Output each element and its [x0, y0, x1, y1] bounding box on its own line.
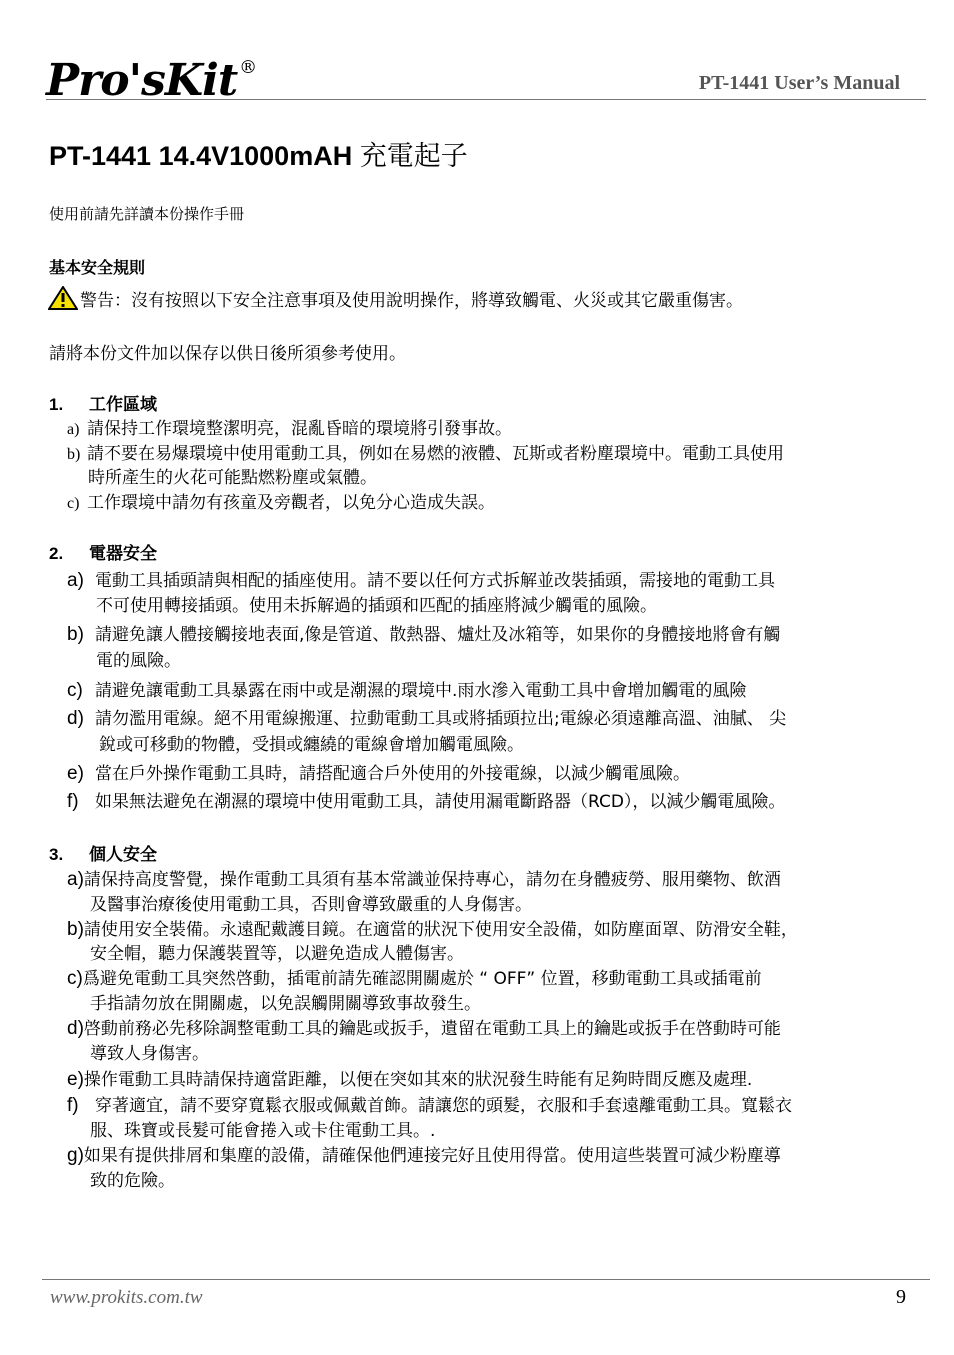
list-item-continuation: 時所產生的火花可能點燃粉塵或氣體。 — [88, 468, 377, 488]
warning-line — [48, 286, 743, 316]
list-item-continuation: 導致人身傷害。 — [90, 1044, 209, 1064]
list-item: a) 請保持工作環境整潔明亮，混亂昏暗的環境將引發事故。 — [67, 419, 512, 439]
header-divider — [46, 99, 926, 100]
warning-triangle-icon — [48, 286, 78, 316]
list-item: f) 穿著適宜，請不要穿寬鬆衣服或佩戴首飾。請讓您的頭髮，衣服和手套遠離電動工具。寬鬆衣 — [67, 1095, 792, 1116]
list-item-continuation: 手指請勿放在開關處，以免誤觸開關導致事故發生。 — [90, 994, 481, 1014]
list-item-continuation: 及醫事治療後使用電動工具，否則會導致嚴重的人身傷害。 — [90, 895, 532, 915]
list-item: c)爲避免電動工具突然啓動，插電前請先確認開關處於 “ OFF” 位置，移動電動工具或插電前 — [67, 968, 762, 989]
list-item: d)啓動前務必先移除調整電動工具的鑰匙或扳手，遺留在電動工具上的鑰匙或扳手在啓動時可能 — [67, 1018, 781, 1039]
section-heading: 1. 工作區域 — [49, 395, 157, 415]
list-item: a) 電動工具插頭請與相配的插座使用。請不要以任何方式拆解並改裝插頭，需接地的電動工具 — [67, 570, 775, 591]
list-item: c) 工作環境中請勿有孩童及旁觀者，以免分心造成失誤。 — [67, 493, 495, 513]
list-item-continuation: 電的風險。 — [96, 651, 181, 671]
title-product: 充電起子 — [359, 141, 468, 172]
section-heading: 2. 電器安全 — [49, 544, 157, 564]
warning-text: 警告：沒有按照以下安全注意事項及使用說明操作，將導致觸電、火災或其它嚴重傷害。 — [80, 291, 743, 311]
list-item: b) 請避免讓人體接觸接地表面,像是管道、散熱器、爐灶及冰箱等，如果你的身體接地將會有觸 — [67, 624, 781, 645]
page-title — [49, 134, 468, 173]
keep-document-text: 請將本份文件加以保存以供日後所須參考使用。 — [49, 344, 406, 364]
section-heading: 3. 個人安全 — [49, 845, 157, 865]
safety-heading: 基本安全規則 — [49, 258, 146, 277]
list-item-continuation: 銳或可移動的物體，受損或纏繞的電線會增加觸電風險。 — [99, 735, 524, 755]
list-item: b)請使用安全裝備。永遠配戴護目鏡。在適當的狀況下使用安全設備，如防塵面罩、防滑安全鞋， — [67, 919, 798, 940]
logo-text: Pro'sKit — [46, 55, 238, 106]
list-item: a)請保持高度警覺，操作電動工具須有基本常識並保持專心，請勿在身體疲勞、服用藥物、飲酒 — [67, 869, 781, 890]
list-item-continuation: 不可使用轉接插頭。使用未拆解過的插頭和匹配的插座將減少觸電的風險。 — [96, 596, 657, 616]
list-item-continuation: 安全帽，聽力保護裝置等，以避免造成人體傷害。 — [90, 944, 464, 964]
list-item: g)如果有提供排屑和集塵的設備，請確保他們連接完好且使用得當。使用這些裝置可減少粉塵導 — [67, 1145, 781, 1166]
registered-mark: ® — [239, 57, 257, 78]
list-item: e)操作電動工具時請保持適當距離，以便在突如其來的狀況發生時能有足夠時間反應及處理. — [67, 1069, 753, 1090]
footer-website: www.prokits.com.tw — [50, 1287, 203, 1308]
page-number: 9 — [896, 1286, 906, 1308]
list-item: f) 如果無法避免在潮濕的環境中使用電動工具，請使用漏電斷路器（RCD），以減少觸電風險。 — [67, 791, 786, 812]
list-item: c) 請避免讓電動工具暴露在雨中或是潮濕的環境中.雨水滲入電動工具中會增加觸電的風險 — [67, 680, 747, 701]
list-item-continuation: 致的危險。 — [90, 1171, 175, 1191]
list-item-continuation: 服、珠寶或長髮可能會捲入或卡住電動工具。. — [90, 1121, 436, 1141]
list-item: b) 請不要在易爆環境中使用電動工具，例如在易燃的液體、瓦斯或者粉塵環境中。電動工具使用 — [67, 444, 784, 464]
manual-title: PT-1441 User’s Manual — [698, 72, 900, 94]
title-model: PT-1441 14.4V1000mAH — [49, 141, 353, 171]
list-item: e) 當在戶外操作電動工具時，請搭配適合戶外使用的外接電線，以減少觸電風險。 — [67, 763, 690, 784]
footer-divider — [42, 1279, 930, 1280]
list-item: d) 請勿濫用電線。絕不用電線搬運、拉動電動工具或將插頭拉出;電線必須遠離高溫、油膩、 尖 — [67, 708, 787, 729]
intro-text: 使用前請先詳讀本份操作手冊 — [49, 205, 245, 223]
